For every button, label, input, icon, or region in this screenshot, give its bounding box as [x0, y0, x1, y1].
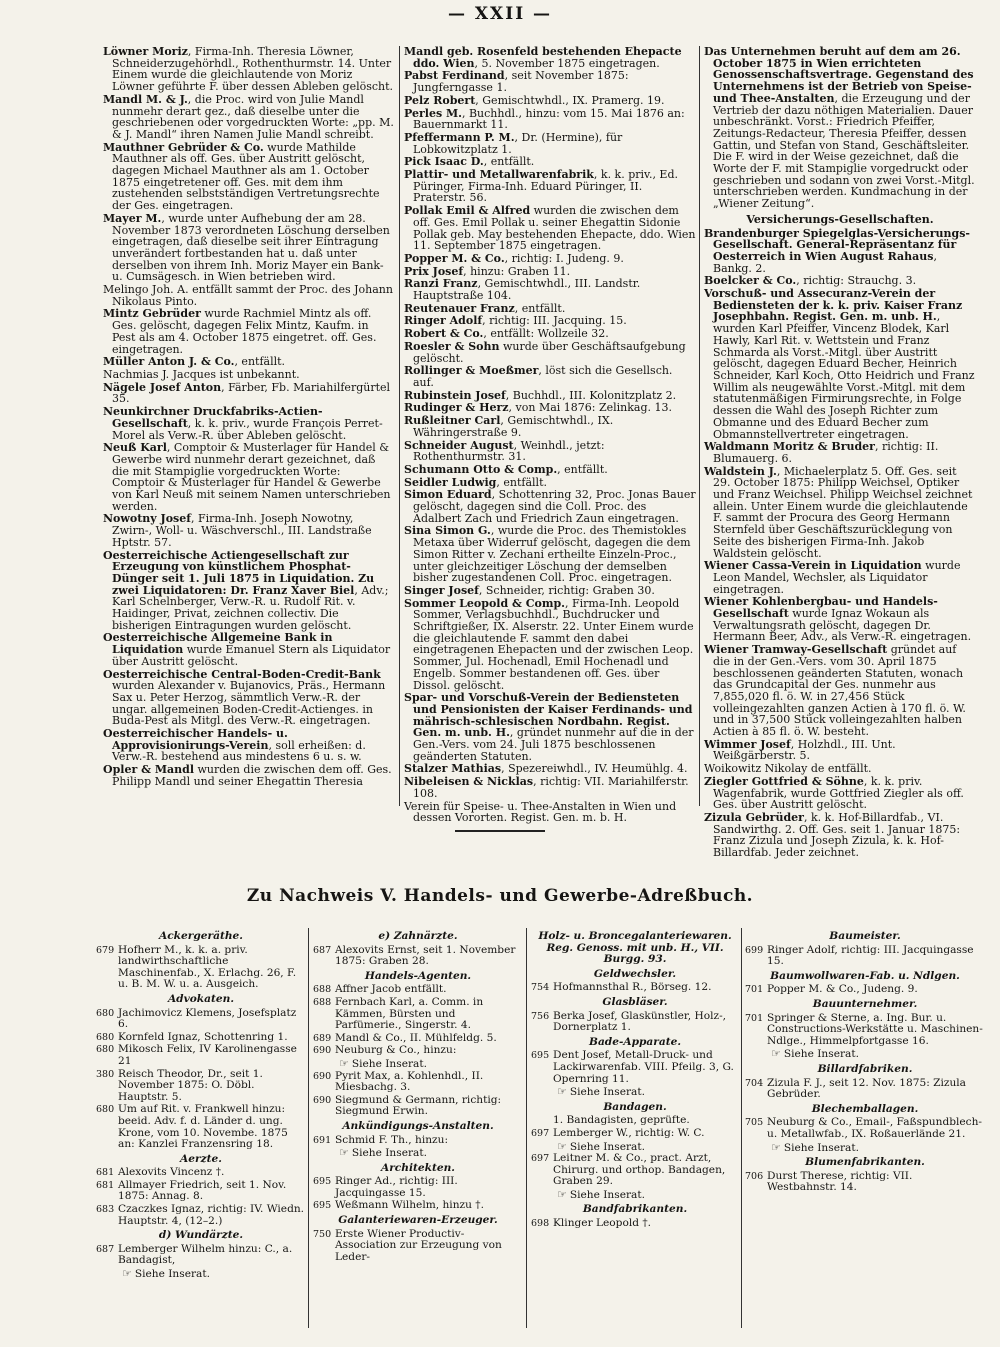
register-entry: Wiener Kohlenbergbau- und Handels-Gesellschaft wurde Ignaz Wokaun als Verwaltungsrath gelöscht, dagegen Dr. Hermann Beer, Adv., als Verw.-R. eingetragen. [704, 595, 972, 644]
category-heading: Advokaten. [167, 992, 235, 1005]
directory-entry [745, 1078, 985, 1101]
advert-reference: ☞ Siehe Inserat. [339, 1146, 427, 1160]
register-entry: Schumann Otto & Comp., entfällt. [404, 462, 608, 476]
page-reference-number: 704 [745, 1077, 764, 1089]
page-reference-number: 756 [531, 1010, 550, 1022]
directory-entry [313, 1200, 523, 1212]
firm-name: Wiener Cassa-Verein in Liquidation [704, 559, 922, 573]
category-heading: Bade-Apparate. [588, 1035, 682, 1048]
category-heading: Galanteriewaren-Erzeuger. [338, 1214, 498, 1227]
register-entry: Waldmann Moritz & Bruder, richtig: II. Blumauerg. 6. [704, 440, 939, 465]
directory-entry [745, 945, 985, 968]
entry-text: Affner Jacob entfällt. [335, 983, 447, 996]
directory-entry [96, 1044, 306, 1067]
firm-name: Schneider August [404, 438, 514, 452]
pointing-hand-icon: ☞ [557, 1187, 567, 1201]
advert-reference: ☞ Siehe Inserat. [557, 1139, 645, 1153]
firm-name: Pollak Emil & Alfred [404, 204, 531, 218]
page-reference-number: 687 [313, 944, 332, 956]
appendix-column-3 [531, 928, 739, 1338]
directory-entry [531, 1011, 739, 1034]
entry-text: Ringer Ad., richtig: III. Jacquingasse 15. [335, 1175, 458, 1199]
pointing-hand-icon: ☞ [122, 1267, 132, 1281]
category-heading: Bauunternehmer. [812, 997, 918, 1010]
register-entry: Mintz Gebrüder wurde Rachmiel Mintz als off. Ges. gelöscht, dagegen Felix Mintz, Kaufm. in Pest als am 4. October 1875 eingetret. off. Ges. eingetragen. [103, 307, 377, 356]
firm-name: Prix Josef [404, 264, 464, 278]
register-entry: Sommer Leopold & Comp., Firma-Inh. Leopold Sommer, Verlagsbuchhdl., Buchdrucker und Schriftgießer, IX. Alserstr. 22. Unter Einem wurde die gleichlautende F. sammt den dabei eingetragenen Ehepacten und der zwischen Leop. Sommer, Jul. Hochenadl, Emil Hochenadl und Engelb. Sommer bestandenen off. Ges. über Dissol. gelöscht. [404, 596, 694, 692]
entry-text: 1. Bandagisten, geprüfte. [553, 1114, 690, 1127]
directory-entry [531, 1153, 739, 1188]
entry-text: Siegmund & Germann, richtig: Siegmund Erwin. [335, 1093, 502, 1118]
register-entry: Pabst Ferdinand, seit November 1875: Jungferngasse 1. [404, 69, 629, 95]
firm-name: Pfeffermann P. M. [404, 130, 515, 144]
directory-entry [313, 1229, 523, 1264]
entry-text: Reisch Theodor, Dr., seit 1. November 1875: O. Döbl. Hauptstr. 5. [118, 1067, 263, 1103]
register-entry: Nachmias J. Jacques ist unbekannt. [103, 367, 300, 381]
column-divider [526, 928, 527, 1328]
advert-reference: ☞ Siehe Inserat. [557, 1085, 645, 1099]
register-entry: Ringer Adolf, richtig: III. Jacquing. 15. [404, 314, 627, 328]
firm-name: Nägele Josef Anton [103, 380, 222, 394]
page-reference-number: 695 [531, 1050, 550, 1062]
firm-name: Das Unternehmen beruht auf dem am 26. October 1875 in Wien errichteten Genossenschaftsvertrage. Gegenstand des Unternehmens ist der Betrieb von Speise- und Thee-Anstalten [704, 45, 974, 105]
register-entry: Müller Anton J. & Co., entfällt. [103, 355, 286, 369]
register-entry: Stalzer Mathias, Spezereiwhdl., IV. Heumühlg. 4. [404, 762, 688, 776]
page-reference-number: 701 [745, 1012, 764, 1024]
category-heading: Baumeister. [829, 930, 901, 942]
directory-entry [96, 1204, 306, 1227]
page-reference-number: 697 [531, 1127, 550, 1139]
page-reference-number: 750 [313, 1228, 332, 1240]
register-entry: Pollak Emil & Alfred wurden die zwischen dem off. Ges. Emil Pollak u. seiner Ehegattin Sidonie Pollak geb. May bestehenden Ehepacte, ddo. Wien 11. September 1875 eingetragen. [404, 204, 696, 253]
category-heading: Ankündigungs-Anstalten. [342, 1119, 494, 1132]
register-entry: Rußleitner Carl, Gemischtwhdl., IX. Währingerstraße 9. [404, 414, 614, 439]
appendix-column-4 [745, 928, 985, 1338]
register-entry: Sina Simon G., wurde die Proc. des Themistokles Metaxa über Widerruf gelöscht, dagegen die dem Simon Ritter v. Zechani ertheilte Einzeln-Proc., unter gleichzeitiger Löschung der demselben bisher zugestandenen Coll. Proc. eingetragen. [404, 524, 691, 585]
register-entry: Mandl M. & J., die Proc. wird von Julie Mandl nunmehr derart gez., daß dieselbe unter die geschriebenen oder vorgedruckten Worte: „pp. M. & J. Mandl“ ihren Namen Julie Mandl schreibt. [103, 92, 394, 141]
page-reference-number: 679 [96, 944, 115, 956]
pointing-hand-icon: ☞ [557, 1139, 567, 1153]
register-entry: Plattir- und Metallwarenfabrik, k. k. priv., Ed. Püringer, Firma-Inh. Eduard Püringer, II. Praterstr. 56. [404, 168, 679, 205]
directory-entry [96, 1104, 306, 1150]
firm-name: Wimmer Josef [704, 737, 791, 751]
firm-name: Mayer M. [103, 211, 162, 225]
register-entry: Vorschuß- und Assecuranz-Verein der Bediensteten der k. k. priv. Kaiser Franz Josephbahn. Regist. Gen. m. unb. H., wurden Karl Pfeiffer, Vincenz Blodek, Karl Hawly, Karl Rit. v. Wettstein und Franz Schmarda als Vorst.-Mitgl. über Austritt gelöscht, dagegen Eduard Becher, Heinrich Schneider, Karl Koch, Otto Heidrich und Franz Willim als neugewählte Vorst.-Mitgl. mit dem statutenmäßigen Firmirungsrechte, in Folge dessen die Wahl des Joseph Richter zum Obmanne und des Eduard Becher zum Obmannstellvertreter eingetragen. [704, 287, 975, 441]
entry-text: Zizula F. J., seit 12. Nov. 1875: Zizula Gebrüder. [767, 1076, 966, 1101]
entry-text: Dent Josef, Metall-Druck- und Lackirwarenfab. VIII. Pfeilg. 3, G. Opernring 11. [553, 1049, 734, 1085]
directory-entry [96, 1244, 306, 1267]
entry-text: Allmayer Friedrich, seit 1. Nov. 1875: Annag. 8. [118, 1178, 287, 1203]
category-heading: Bandagen. [603, 1100, 667, 1113]
firm-name: Schumann Otto & Comp. [404, 462, 558, 476]
firm-name: Oesterreichische Central-Boden-Credit-Bank [103, 667, 381, 681]
appendix-column-2 [313, 928, 523, 1338]
directory-entry [531, 1115, 739, 1127]
page-reference-number: 681 [96, 1167, 115, 1179]
page-reference-number: 705 [745, 1117, 764, 1129]
page-reference-number: 706 [745, 1170, 764, 1182]
directory-entry [96, 945, 306, 991]
page-reference-number: 689 [313, 1032, 332, 1044]
register-entry: Perles M., Buchhdl., hinzu: vom 15. Mai 1876 an: Bauernmarkt 11. [404, 106, 685, 132]
entry-text: Czaczkes Ignaz, richtig: IV. Wiedn. Hauptstr. 4, (12–2.) [118, 1203, 305, 1227]
page-reference-number: 701 [745, 984, 764, 996]
firm-name: Ringer Adolf [404, 314, 483, 328]
page-reference-number: 380 [96, 1068, 115, 1080]
category-heading: Bandfabrikanten. [582, 1203, 688, 1216]
directory-entry [313, 1135, 523, 1147]
directory-entry [313, 997, 523, 1032]
entry-text: Popper M. & Co., Judeng. 9. [767, 983, 918, 996]
category-heading: Holz- u. Broncegalanteriewaren. Reg. Genoss. mit unb. H., VII. Burgg. 93. [538, 930, 732, 966]
register-entry: Simon Eduard, Schottenring 32, Proc. Jonas Bauer gelöscht, dagegen sind die Coll. Proc. des Adalbert Zach und Friedrich Zaun eingetragen. [404, 488, 696, 525]
directory-entry [96, 1069, 306, 1104]
register-entry: Woikowitz Nikolay de entfällt. [704, 762, 872, 776]
register-entry: Rollinger & Moeßmer, löst sich die Gesellsch. auf. [404, 364, 673, 389]
firm-name: Opler & Mandl [103, 763, 195, 777]
entry-text: Um auf Rit. v. Frankwell hinzu: beeid. Adv. f. d. Länder d. ung. Krone, vom 10. Novembe. 1875 an: Kanzlei Franzensring 18. [118, 1103, 288, 1151]
firm-name: Neuß Karl [103, 441, 167, 455]
register-entry: Oesterreichische Allgemeine Bank in Liquidation wurde Emanuel Stern als Liquidator über Austritt gelöscht. [103, 631, 391, 668]
register-entry: Zizula Gebrüder, k. k. Hof-Billardfab., VI. Sandwirthg. 2. Off. Ges. seit 1. Januar 1875: Franz Zizula und Joseph Zizula, k. k. Hof-Billardfab. Jeder zeichnet. [704, 811, 961, 860]
section-title: Zu Nachweis V. Handels- und Gewerbe-Adreßbuch. [246, 886, 754, 906]
entry-text: Lemberger Wilhelm hinzu: C., a. Bandagist, [118, 1242, 293, 1267]
page-reference-number: 695 [313, 1200, 332, 1212]
category-heading: Blumenfabrikanten. [805, 1156, 925, 1169]
register-entry: Mandl geb. Rosenfeld bestehenden Ehepacte ddo. Wien, 5. November 1875 eingetragen. [404, 45, 682, 70]
firm-name: Plattir- und Metallwarenfabrik [404, 168, 594, 182]
category-heading: Ackergeräthe. [159, 930, 243, 942]
entry-text: Hofherr M., k. k. a. priv. landwirthschaftliche Maschinenfab., X. Erlachg. 26, F. u. B. M. W. u. a. Ausgeich. [118, 943, 297, 991]
category-heading: Geldwechsler. [593, 967, 677, 980]
register-entry: Seidler Ludwig, entfällt. [404, 475, 547, 489]
firm-name: Pabst Ferdinand [404, 69, 505, 83]
firm-name: Oesterreichischer Handels- u. Approvisionirungs-Verein [103, 727, 288, 752]
page-reference-number [531, 1115, 553, 1127]
section-divider [455, 830, 545, 832]
register-entry: Brandenburger Spiegelglas-Versicherungs-Gesellschaft. General-Repräsentanz für Oesterreich in Wien August Rahaus, Bankg. 2. [704, 226, 970, 275]
entry-text: Kornfeld Ignaz, Schottenring 1. [118, 1030, 288, 1043]
register-entry: Rudinger & Herz, von Mai 1876: Zelinkag. 13. [404, 401, 673, 415]
firm-name: Singer Josef [404, 583, 479, 597]
page-reference-number: 697 [531, 1153, 550, 1165]
advert-reference: ☞ Siehe Inserat. [771, 1140, 859, 1154]
category-heading: d) Wundärzte. [158, 1229, 244, 1242]
entry-text: Berka Josef, Glaskünstler, Holz-, Dornerplatz 1. [553, 1009, 727, 1034]
register-entry: Pick Isaac D., entfällt. [404, 155, 535, 169]
directory-entry [313, 984, 523, 996]
firm-name: Spar- und Vorschuß-Verein der Bediensteten und Pensionisten der Kaiser Ferdinands- und mährisch-schlesischen Nordbahn. Regist. Gen. m. unb. H. [404, 691, 693, 740]
register-entry: Mayer M., wurde unter Aufhebung der am 28. November 1873 verordneten Löschung derselben eingetragen, daß dieselbe seit ihrer Eintragung unverändert fortbestanden hat u. daß unter derselben von ihrem Inh. Moriz Mayer ein Bank- u. Cumsägesch. in Wien betrieben wird. [103, 211, 390, 284]
entry-text: Mandl & Co., II. Mühlfeldg. 5. [335, 1031, 497, 1044]
page-number-header: — XXII — [447, 4, 553, 24]
register-entry: Oesterreichische Actiengesellschaft zur Erzeugung von künstlichem Phosphat-Dünger seit 1. Juli 1875 in Liquidation. Zu zwei Liquidatoren: Dr. Franz Xaver Biel, Adv.; Karl Schelnberger, Verw.-R. u. Rudolf Rit. v. Haidinger, Privat, zeichnen collectiv. Die bisherigen Eintragungen wurden gelöscht. [103, 548, 389, 632]
column-middle [404, 45, 696, 825]
firm-name: Zizula Gebrüder [704, 811, 804, 824]
directory-entry [313, 945, 523, 968]
firm-name: Reutenauer Franz [404, 301, 515, 315]
entry-text: Jachimovicz Klemens, Josefsplatz 6. [118, 1006, 297, 1031]
firm-name: Mandl M. & J. [103, 92, 188, 106]
register-entry: Nibeleisen & Nicklas, richtig: VII. Mariahilferstr. 108. [404, 775, 689, 800]
register-entry: Prix Josef, hinzu: Graben 11. [404, 264, 571, 278]
directory-entry [313, 1033, 523, 1045]
directory-entry [313, 1176, 523, 1199]
register-entry: Neunkirchner Druckfabriks-Actien-Gesellschaft, k. k. priv., wurde François Perret-Morel als Verw.-R. über Ableben gelöscht. [103, 405, 383, 442]
column-divider [399, 46, 400, 806]
entry-text: Schmid F. Th., hinzu: [335, 1133, 449, 1146]
firm-name: Perles M. [404, 106, 462, 120]
page-reference-number: 688 [313, 996, 332, 1008]
firm-name: Seidler Ludwig [404, 475, 497, 489]
firm-name: Rollinger & Moeßmer [404, 364, 539, 378]
category-heading: Blechemballagen. [811, 1102, 919, 1115]
register-entry: Ranzi Franz, Gemischtwhdl., III. Landstr. Hauptstraße 104. [404, 277, 641, 303]
column-divider [741, 928, 742, 1328]
entry-text: Alexovits Vincenz †. [118, 1166, 225, 1179]
entry-text: Klinger Leopold †. [553, 1217, 652, 1230]
page-reference-number: 695 [313, 1176, 332, 1188]
entry-text: Pyrit Max, a. Kohlenhdl., II. Miesbachg. 3. [335, 1069, 484, 1094]
page-reference-number: 690 [313, 1045, 332, 1057]
firm-name: Ranzi Franz [404, 277, 478, 291]
page-reference-number: 699 [745, 944, 764, 956]
directory-entry [313, 1095, 523, 1118]
directory-entry [96, 1180, 306, 1203]
register-entry: Verein für Speise- u. Thee-Anstalten in Wien und dessen Vororten. Regist. Gen. m. b. H. [404, 799, 677, 825]
page-reference-number: 680 [96, 1031, 115, 1043]
register-entry: Waldstein J., Michaelerplatz 5. Off. Ges. seit 29. October 1875: Philipp Weichsel, Optiker und Franz Weichsel. Philipp Weichsel zeichnet allein. Unter Einem wurde die gleichlautende F. sammt der Procura des Georg Hermann Sternfeld über Geschäftszurücklegung von Seite des bisherigen Firma-Inh. Jakob Waldstein gelöscht. [704, 464, 973, 560]
register-entry: Robert & Co., entfällt: Wollzeile 32. [404, 327, 609, 341]
firm-name: Wiener Tramway-Gesellschaft [704, 643, 888, 657]
firm-name: Mandl geb. Rosenfeld bestehenden Ehepacte ddo. Wien [404, 45, 682, 70]
register-entry: Pelz Robert, Gemischtwhdl., IX. Pramerg. 19. [404, 93, 665, 107]
advert-reference: ☞ Siehe Inserat. [771, 1047, 859, 1061]
firm-name: Müller Anton J. & Co. [103, 355, 235, 369]
directory-entry [531, 1218, 739, 1230]
firm-name: Neunkirchner Druckfabriks-Actien-Gesellschaft [103, 405, 323, 430]
firm-name: Oesterreichische Actiengesellschaft zur Erzeugung von künstlichem Phosphat-Dünger seit 1. Juli 1875 in Liquidation. Zu zwei Liquidatoren: Dr. Franz Xaver Biel [103, 548, 375, 597]
directory-entry [313, 1045, 523, 1057]
register-entry: Singer Josef, Schneider, richtig: Graben 30. [404, 583, 655, 597]
directory-entry [96, 1032, 306, 1044]
firm-name: Nibeleisen & Nicklas [404, 775, 534, 789]
column-divider [699, 46, 700, 806]
firm-name: Boelcker & Co. [704, 274, 797, 288]
column-right [704, 45, 976, 860]
firm-name: Waldstein J. [704, 464, 777, 478]
entry-text: Weßmann Wilhelm, hinzu †. [335, 1199, 484, 1212]
register-entry: Neuß Karl, Comptoir & Musterlager für Handel & Gewerbe wird nunmehr derart gezeichnet, daß die mit Stampiglie vorgedruckten Worte: Comptoir & Musterlager für Handel & Gewerbe von Karl Neuß mit seinem Namen unterschrieben werden. [103, 441, 391, 513]
entry-text: Durst Therese, richtig: VII. Westbahnstr. 14. [767, 1169, 913, 1194]
page-reference-number: 690 [313, 1094, 332, 1106]
directory-entry [745, 1117, 985, 1140]
directory-entry [96, 1167, 306, 1179]
pointing-hand-icon: ☞ [339, 1146, 349, 1160]
register-entry: Opler & Mandl wurden die zwischen dem off. Ges. Philipp Mandl und seiner Ehegattin Theresia [103, 763, 392, 788]
entry-text: Hofmannsthal R., Börseg. 12. [553, 981, 712, 994]
register-entry: Das Unternehmen beruht auf dem am 26. October 1875 in Wien errichteten Genossenschaftsvertrage. Gegenstand des Unternehmens ist der Betrieb von Speise- und Thee-Anstalten, die Erzeugung und der Vertrieb der dazu nöthigen Materialien. Dauer unbeschränkt. Vorst.: Friedrich Pfeiffer, Zeitungs-Redacteur, Theresia Pfeiffer, dessen Gattin, und Stefan von Stand, Geschäftsleiter. Die F. wird in der Weise gezeichnet, daß die Worte der F. mit Stampiglie vorgedruckt oder geschrieben und sodann von zwei Vorst.-Mitgl. unterschrieben werden. Kundmachung in der „Wiener Zeitung“. [704, 45, 975, 211]
firm-name: Nowotny Josef [103, 512, 191, 526]
category-heading: Aerzte. [180, 1152, 222, 1165]
page-reference-number: 690 [313, 1070, 332, 1082]
firm-name: Ziegler Gottfried & Söhne [704, 774, 864, 788]
page-reference-number: 680 [96, 1104, 115, 1116]
category-heading: Billardfabriken. [817, 1062, 913, 1075]
register-entry: Rubinstein Josef, Buchhdl., III. Kolonitzplatz 2. [404, 388, 677, 402]
firm-name: Oesterreichische Allgemeine Bank in Liquidation [103, 631, 333, 657]
directory-entry [531, 982, 739, 994]
page-reference-number: 680 [96, 1044, 115, 1056]
firm-name: Robert & Co. [404, 327, 484, 341]
advert-reference: ☞ Siehe Inserat. [339, 1056, 427, 1070]
directory-entry [313, 1071, 523, 1094]
register-entry: Spar- und Vorschuß-Verein der Bediensteten und Pensionisten der Kaiser Ferdinands- und mährisch-schlesischen Nordbahn. Regist. Gen. m. unb. H., gründet nunmehr auf die in der Gen.-Vers. vom 24. Juli 1875 beschlossenen geänderten Statuten. [404, 691, 694, 763]
page-reference-number: 681 [96, 1179, 115, 1191]
register-entry: Nowotny Josef, Firma-Inh. Joseph Nowotny, Zwirn-, Woll- u. Wäschverschl., III. Landstraße Hptstr. 57. [103, 512, 372, 549]
firm-name: Rubinstein Josef [404, 388, 506, 402]
category-heading: e) Zahnärzte. [378, 930, 458, 942]
firm-name: Wiener Kohlenbergbau- und Handels-Gesellschaft [704, 595, 938, 621]
firm-name: Simon Eduard [404, 488, 492, 502]
firm-name: Pelz Robert [404, 93, 476, 107]
firm-name: Brandenburger Spiegelglas-Versicherungs-Gesellschaft. General-Repräsentanz für Oesterreich in Wien August Rahaus [704, 226, 970, 263]
register-entry: Oesterreichische Central-Boden-Credit-Bank wurden Alexander v. Bujanovics, Präs., Hermann Sax u. Peter Herzog, sämmtlich Verw.-R. der ungar. allgemeinen Boden-Credit-Actienges. in Buda-Pest als Mitgl. des Verw.-R. eingetragen. [103, 667, 386, 728]
firm-name: Mauthner Gebrüder & Co. [103, 140, 264, 154]
firm-name: Stalzer Mathias [404, 762, 502, 776]
pointing-hand-icon: ☞ [557, 1085, 567, 1099]
firm-name: Vorschuß- und Assecuranz-Verein der Bediensteten der k. k. priv. Kaiser Franz Josephbahn. Regist. Gen. m. unb. H. [704, 287, 963, 324]
entry-text: Alexovits Ernst, seit 1. November 1875: Graben 28. [335, 943, 516, 968]
directory-entry [531, 1128, 739, 1140]
entry-text: Neuburg & Co., hinzu: [335, 1044, 457, 1057]
category-heading: Handels-Agenten. [364, 969, 472, 982]
entry-text: Ringer Adolf, richtig: III. Jacquingasse 15. [767, 943, 974, 968]
column-left [103, 46, 395, 816]
register-entry: Nägele Josef Anton, Färber, Fb. Mariahilfergürtel 35. [103, 380, 391, 406]
firm-name: Roesler & Sohn [404, 339, 500, 353]
appendix-column-1 [96, 928, 306, 1338]
pointing-hand-icon: ☞ [339, 1056, 349, 1070]
register-entry: Wiener Tramway-Gesellschaft gründet auf die in der Gen.-Vers. vom 30. April 1875 beschlossenen geänderten Statuten, wonach das Grundcapital der Ges. nunmehr aus 7,855,020 fl. ö. W. in 27,456 Stück volleingezahlten ganzen Actien à 170 fl. ö. W. und in 37,500 Stück volleingezahlten halben Actien à 85 fl. ö. W. besteht. [704, 643, 966, 739]
page-reference-number: 687 [96, 1243, 115, 1255]
entry-text: Springer & Sterne, a. Ing. Bur. u. Constructions-Werkstätte u. Maschinen-Ndlge., Himmelpfortgasse 16. [767, 1011, 983, 1047]
entry-text: Mikosch Felix, IV Karolinengasse 21 [118, 1043, 297, 1067]
directory-entry [745, 1171, 985, 1194]
firm-name: Mintz Gebrüder [103, 307, 201, 321]
register-entry: Schneider August, Weinhdl., jetzt: Rothenthurmstr. 31. [404, 438, 605, 464]
register-entry: Boelcker & Co., richtig: Strauchg. 3. [704, 274, 917, 288]
firm-name: Sina Simon G. [404, 524, 491, 538]
register-entry: Ziegler Gottfried & Söhne, k. k. priv. Wagenfabrik, wurde Gottfried Ziegler als off. Ges. über Austritt gelöscht. [704, 774, 964, 812]
directory-entry [745, 1013, 985, 1048]
register-entry: Wiener Cassa-Verein in Liquidation wurde Leon Mandel, Wechsler, als Liquidator eingetragen. [704, 559, 961, 596]
page-reference-number: 754 [531, 982, 550, 994]
directory-entry [96, 1008, 306, 1031]
page-reference-number: 688 [313, 984, 332, 996]
register-entry: Popper M. & Co., richtig: I. Judeng. 9. [404, 251, 624, 265]
register-entry: Löwner Moriz, Firma-Inh. Theresia Löwner, Schneiderzugehörhdl., Rothenthurmstr. 14. Unter Einem wurde die gleichlautende von Moriz Löwner geführte F. über dessen Ableben gelöscht. [103, 45, 394, 94]
page-reference-number: 680 [96, 1007, 115, 1019]
register-entry: Wimmer Josef, Holzhdl., III. Unt. Weißgärberstr. 5. [704, 737, 896, 763]
register-entry: Pfeffermann P. M., Dr. (Hermine), für Lobkowitzplatz 1. [404, 130, 623, 156]
firm-name: Waldmann Moritz & Bruder [704, 440, 875, 454]
register-entry: Mauthner Gebrüder & Co. wurde Mathilde Mauthner als off. Ges. über Austritt gelöscht, dagegen Michael Mauthner als am 1. October 1875 eingetretener off. Ges. mit dem ihm zustehenden selbstständigen Vertretungsrechte der Ges. eingetragen. [103, 140, 380, 213]
entry-text: Erste Wiener Productiv-Association zur Erzeugung von Leder- [335, 1227, 502, 1263]
firm-name: Rudinger & Herz [404, 401, 509, 415]
register-entry: Melingo Joh. A. entfällt sammt der Proc. des Johann Nikolaus Pinto. [103, 283, 393, 308]
directory-entry [745, 984, 985, 996]
firm-name: Löwner Moriz [103, 45, 188, 58]
entry-text: Lemberger W., richtig: W. C. [553, 1126, 705, 1139]
register-entry: Oesterreichischer Handels- u. Approvisionirungs-Verein, soll erheißen: d. Verw.-R. bestehend aus mindestens 6 u. s. w. [103, 727, 366, 764]
register-entry: Reutenauer Franz, entfällt. [404, 301, 566, 315]
pointing-hand-icon: ☞ [771, 1140, 781, 1154]
page-reference-number: 683 [96, 1204, 115, 1216]
entry-text: Fernbach Karl, a. Comm. in Kämmen, Bürsten und Parfümerie., Singerstr. 4. [335, 995, 484, 1032]
pointing-hand-icon: ☞ [771, 1047, 781, 1061]
page-reference-number: 691 [313, 1134, 332, 1146]
page-reference-number: 698 [531, 1218, 550, 1230]
directory-entry [531, 1050, 739, 1085]
category-heading: Baumwollwaren-Fab. u. Ndlgen. [770, 969, 960, 982]
category-heading: Architekten. [381, 1161, 455, 1174]
column-divider [308, 928, 309, 1328]
register-entry: Roesler & Sohn wurde über Geschäftsaufgebung gelöscht. [404, 339, 686, 365]
entry-text: Neuburg & Co., Email-, Faßspundblech- u. Metallwfab., IX. Roßauerlände 21. [767, 1116, 983, 1140]
firm-name: Sommer Leopold & Comp. [404, 596, 565, 610]
section-heading: Versicherungs-Gesellschaften. [746, 212, 934, 226]
firm-name: Popper M. & Co. [404, 251, 505, 265]
advert-reference: ☞ Siehe Inserat. [122, 1267, 210, 1281]
advert-reference: ☞ Siehe Inserat. [557, 1187, 645, 1201]
firm-name: Rußleitner Carl [404, 414, 501, 428]
entry-text: Leitner M. & Co., pract. Arzt, Chirurg. und orthop. Bandagen, Graben 29. [553, 1152, 726, 1188]
category-heading: Glasbläser. [602, 995, 668, 1008]
firm-name: Pick Isaac D. [404, 155, 484, 169]
